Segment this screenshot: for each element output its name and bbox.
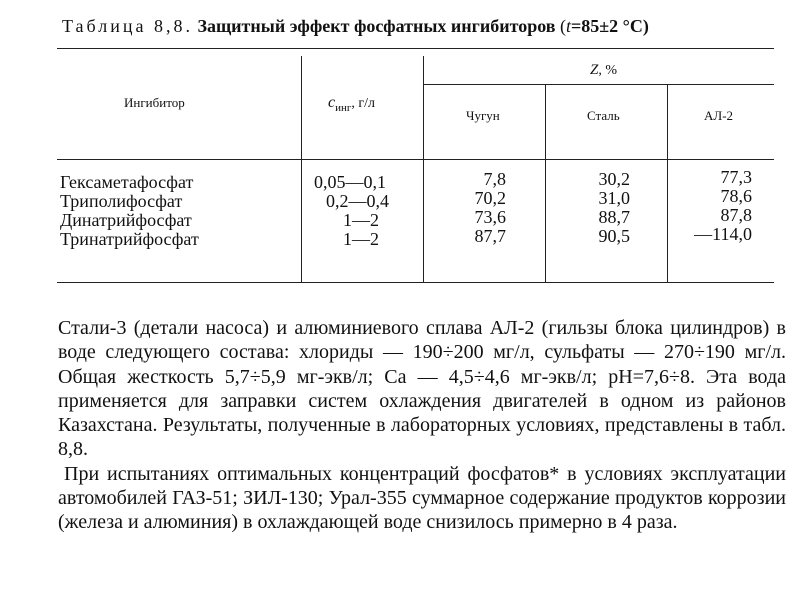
header-concentration: [328, 94, 375, 114]
row-4-cast-iron: 87,7: [474, 226, 506, 246]
row-3-steel: 88,7: [598, 207, 630, 227]
condition-value: =85±2 °C): [571, 16, 649, 36]
row-1-al2: 77,3: [720, 167, 752, 187]
conc-subscript: инг: [335, 101, 352, 114]
header-steel: Сталь: [587, 108, 620, 123]
row-4-name: Тринатрийфосфат: [60, 229, 199, 249]
table-caption: [62, 16, 782, 37]
condition-open: (: [559, 16, 566, 36]
row-2-conc: 0,2—0,4: [326, 191, 389, 211]
row-1-conc: 0,05—0,1: [314, 172, 386, 192]
row-2-al2: 78,6: [720, 186, 752, 206]
column-divider-2: [423, 56, 424, 283]
row-2-name: Триполифосфат: [60, 191, 183, 211]
row-2-steel: 31,0: [598, 188, 630, 208]
header-z: [590, 62, 617, 79]
table-title: Защитный эффект фосфатных ингибиторов: [197, 16, 556, 36]
header-cast-iron: Чугун: [466, 108, 500, 123]
row-2-cast-iron: 70,2: [474, 188, 506, 208]
row-4-conc: 1—2: [343, 229, 379, 249]
table-top-rule: [57, 48, 774, 49]
z-subheader-rule: [423, 84, 774, 85]
paragraph-2: При испытаниях оптимальных концентраций фосфатов* в условиях эксплуатации автомобилей ГАЗ-51; ЗИЛ-130; Урал-355 суммарное содержание продуктов коррозии (железа и алюминия) в охлаждающей воде снизилось примерно в 4 раза.: [58, 462, 786, 534]
header-al2: АЛ-2: [704, 108, 734, 123]
z-unit: , %: [598, 63, 618, 78]
body-text: [58, 316, 786, 535]
paragraph-1: Стали-3 (детали насоса) и алюминиевого сплава АЛ-2 (гильзы блока цилиндров) в воде следующего состава: хлориды — 190÷200 мг/л, сульфаты — 270÷190 мг/л. Общая жесткость 5,7÷5,9 мг-экв/л; Са — 4,5÷4,6 мг-экв/л; pH=7,6÷8. Эта вода применяется для заправки систем охлаждения двигателей в одном из районов Казахстана. Результаты, полученные в лабораторных условиях, представлены в табл. 8,8.: [58, 317, 786, 461]
table-number: Таблица 8,8.: [62, 16, 193, 36]
row-3-cast-iron: 73,6: [474, 207, 506, 227]
conc-unit: , г/л: [351, 96, 376, 111]
row-3-name: Динатрийфосфат: [60, 210, 192, 230]
row-1-steel: 30,2: [598, 169, 630, 189]
header-inhibitor: Ингибитор: [124, 95, 185, 110]
column-divider-4: [667, 85, 668, 283]
row-4-steel: 90,5: [598, 226, 630, 246]
row-1-cast-iron: 7,8: [483, 169, 506, 189]
row-3-conc: 1—2: [343, 210, 379, 230]
column-divider-1: [301, 56, 302, 283]
column-divider-3: [545, 85, 546, 283]
condition-variable: t: [565, 16, 571, 36]
row-3-al2: 87,8: [720, 205, 752, 225]
z-symbol: Z: [590, 62, 599, 78]
row-4-al2: —114,0: [694, 224, 752, 244]
conc-symbol: c: [328, 94, 336, 111]
row-1-name: Гексаметафосфат: [60, 172, 194, 192]
